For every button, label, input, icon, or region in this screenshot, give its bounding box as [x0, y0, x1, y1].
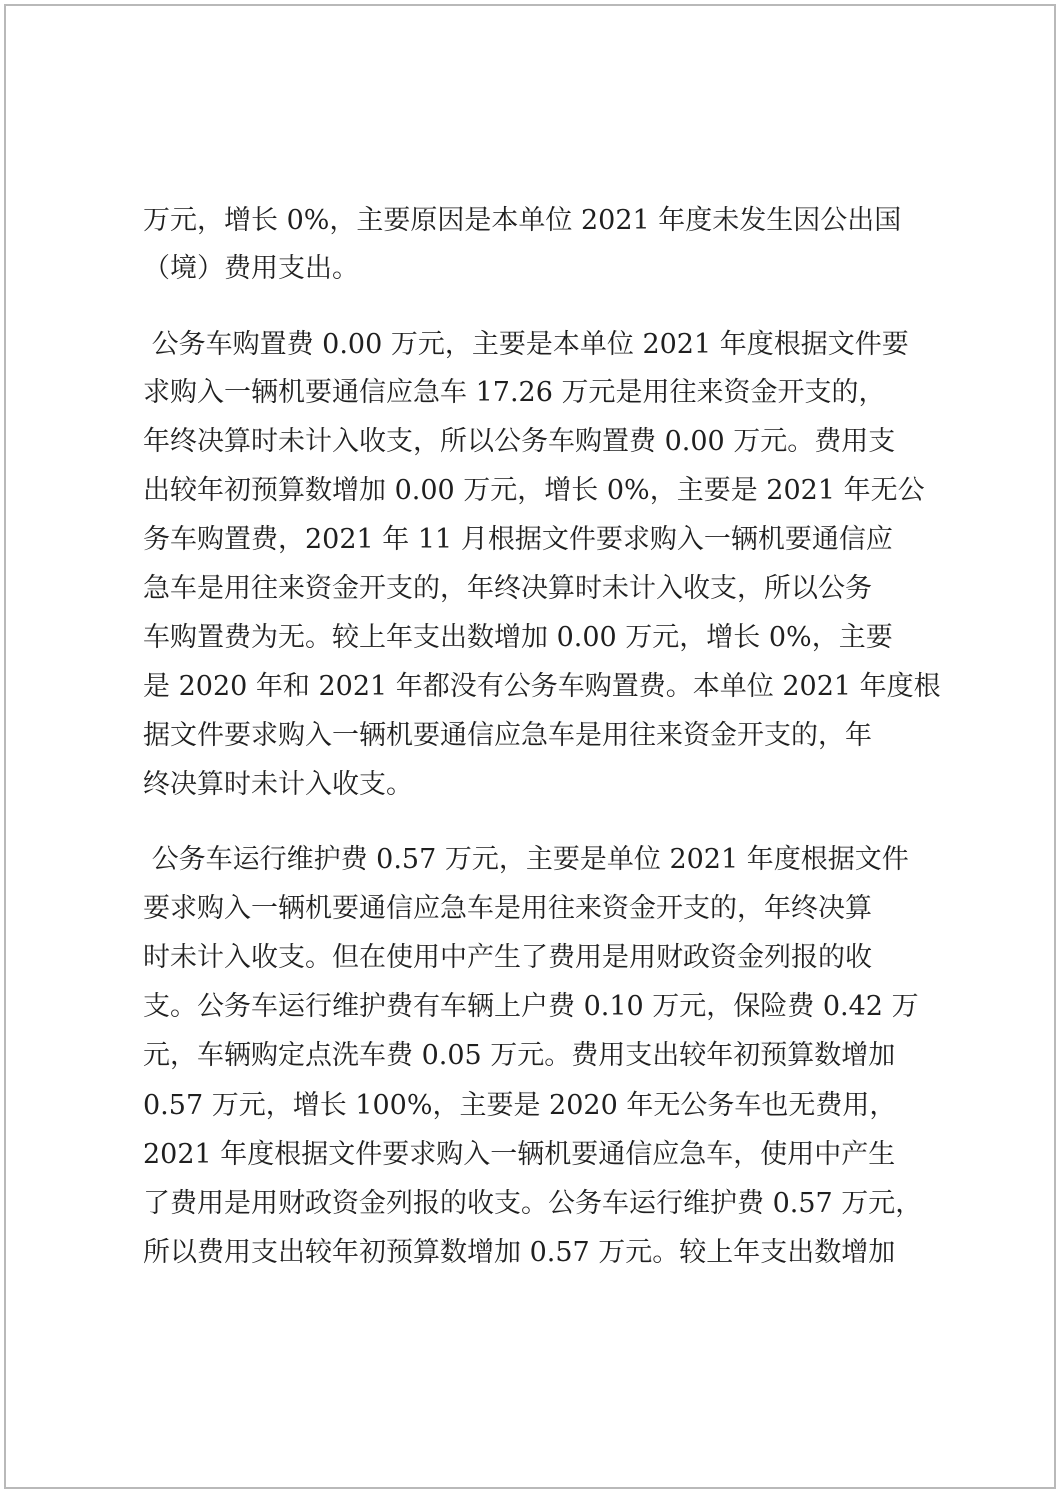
- text-line: 要求购入一辆机要通信应急车是用往来资金开支的，年终决算: [143, 893, 872, 924]
- text-line: 急车是用往来资金开支的，年终决算时未计入收支，所以公务: [143, 573, 872, 604]
- text-line: 求购入一辆机要通信应急车 17.26 万元是用往来资金开支的，: [143, 377, 886, 408]
- text-line: 2021 年度根据文件要求购入一辆机要通信应急车，使用中产生: [143, 1139, 896, 1170]
- text-line: 时未计入收支。但在使用中产生了费用是用财政资金列报的收: [143, 942, 872, 973]
- text-line: 所以费用支出较年初预算数增加 0.57 万元。较上年支出数增加: [143, 1237, 896, 1268]
- text-line: 公务车运行维护费 0.57 万元，主要是单位 2021 年度根据文件: [143, 844, 909, 875]
- text-line: 支。公务车运行维护费有车辆上户费 0.10 万元，保险费 0.42 万: [143, 991, 919, 1022]
- text-line: 出较年初预算数增加 0.00 万元，增长 0%，主要是 2021 年无公: [143, 475, 925, 506]
- text-line: 万元，增长 0%，主要原因是本单位 2021 年度未发生因公出国: [143, 205, 902, 236]
- text-line: 是 2020 年和 2021 年都没有公务车购置费。本单位 2021 年度根: [143, 671, 941, 702]
- text-line: 公务车购置费 0.00 万元，主要是本单位 2021 年度根据文件要: [143, 329, 909, 360]
- text-line: （境）费用支出。: [143, 253, 359, 284]
- text-line: 据文件要求购入一辆机要通信应急车是用往来资金开支的，年: [143, 720, 872, 751]
- text-line: 年终决算时未计入收支，所以公务车购置费 0.00 万元。费用支: [143, 426, 896, 457]
- text-line: 车购置费为无。较上年支出数增加 0.00 万元，增长 0%，主要: [143, 622, 893, 653]
- text-line: 了费用是用财政资金列报的收支。公务车运行维护费 0.57 万元，: [143, 1188, 923, 1219]
- text-line: 务车购置费，2021 年 11 月根据文件要求购入一辆机要通信应: [143, 524, 893, 555]
- text-line: 元，车辆购定点洗车费 0.05 万元。费用支出较年初预算数增加: [143, 1040, 896, 1071]
- text-line: 终决算时未计入收支。: [143, 769, 413, 800]
- text-line: 0.57 万元，增长 100%，主要是 2020 年无公务车也无费用，: [143, 1090, 897, 1121]
